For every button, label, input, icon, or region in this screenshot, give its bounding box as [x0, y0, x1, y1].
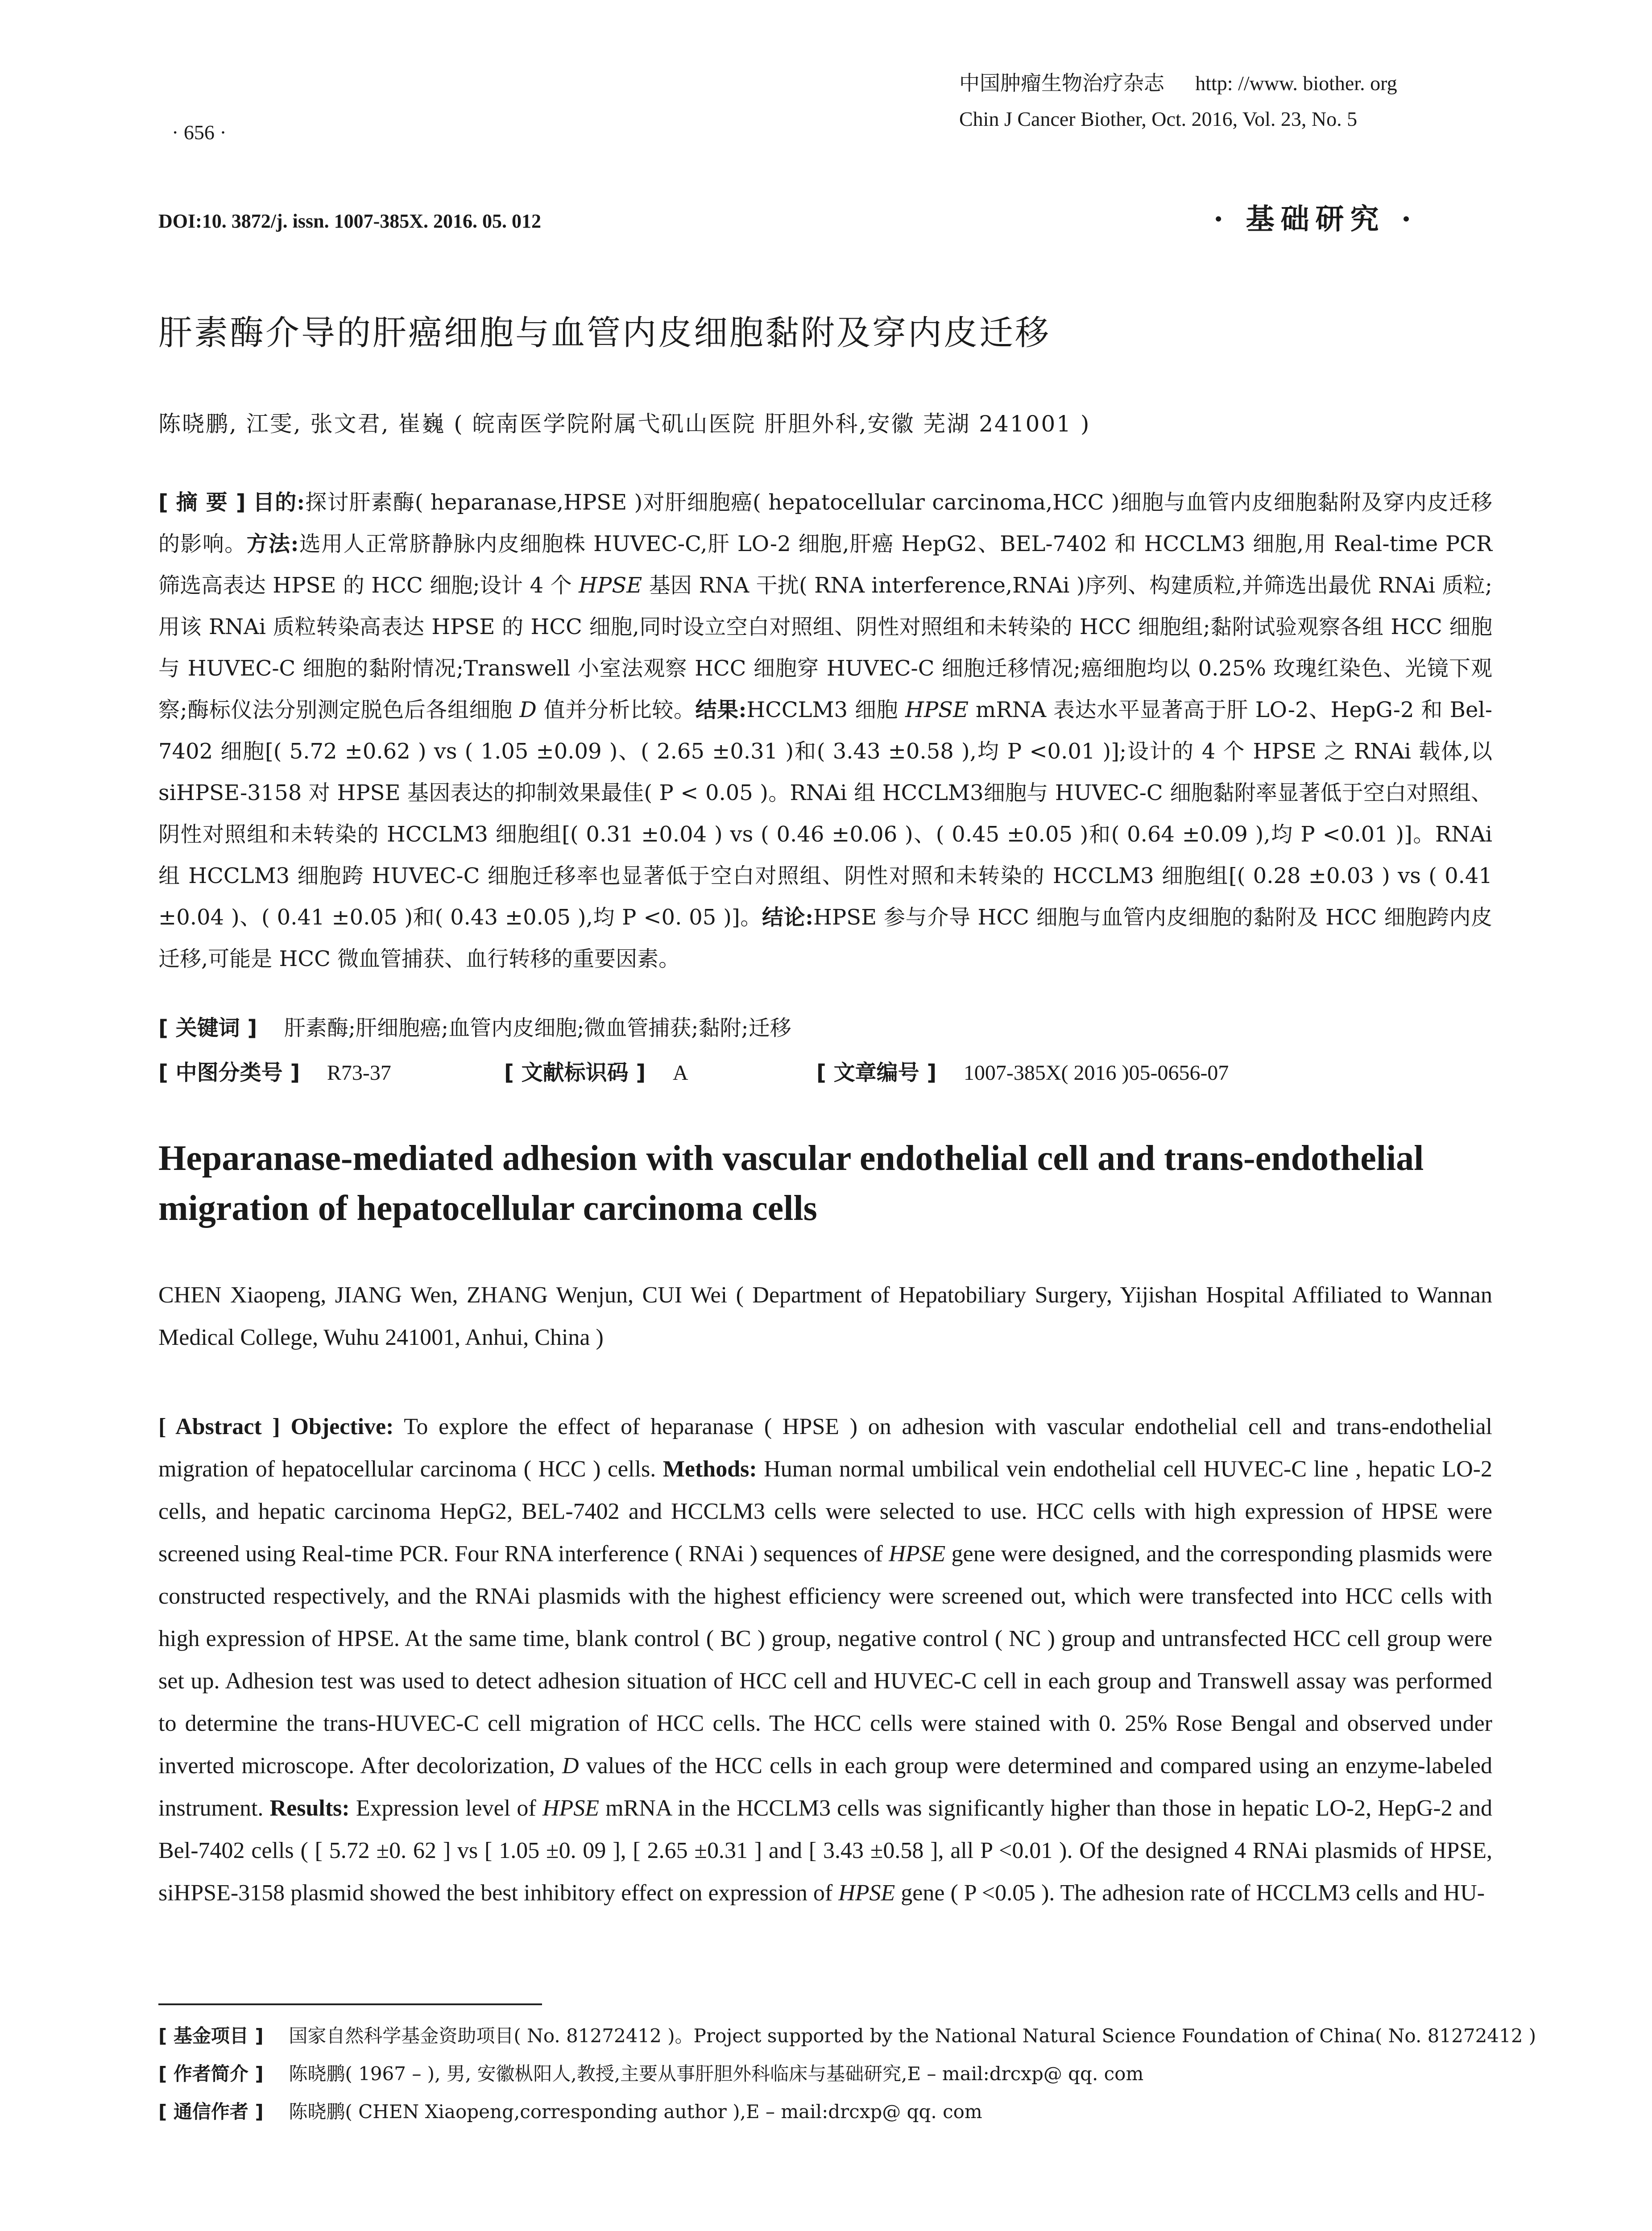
- results-cn-1: HCCLM3 细胞: [746, 697, 905, 722]
- results-en-gene: HPSE: [542, 1796, 599, 1821]
- objective-label-en: Objective:: [290, 1414, 394, 1439]
- methods-cn-d: D: [519, 697, 537, 722]
- section-label: · 基础研究 ·: [1213, 203, 1418, 236]
- objective-cn: 探讨肝素酶( heparanase,HPSE )对肝细胞癌( hepatocellular carcinoma,HCC )细胞与血管内皮细胞黏附及穿内皮迁移的影响。: [158, 490, 1492, 556]
- title-en: Heparanase-mediated adhesion with vascular endothelial cell and trans-endothelial migration of hepatocellular carcinoma cells: [158, 1139, 1424, 1228]
- keywords-label: [ 关键词 ]: [158, 1016, 257, 1041]
- clc-label: [ 中图分类号 ]: [158, 1060, 300, 1085]
- footnote-fund: [158, 2021, 1536, 2048]
- methods-en-2: gene were designed, and the corresponding plasmids were constructed respectively, and the RNAi plasmids with the highest efficiency were screened out, which were transfected into HCC cells with high expression of HPSE. At the same time, blank control ( BC ) group, negative control ( NC ) group and untransfected HCC cell group were set up. Adhesion test was used to detect adhesion situation of HCC cell and HUVEC-C cell in each group and Transwell assay was performed to determine the trans-HUVEC-C cell migration of HCC cells. The HCC cells were stained with 0. 25% Rose Bengal and observed under inverted microscope. After decolorization,: [158, 1541, 1492, 1779]
- abstract-cn-label: [ 摘 要 ]: [158, 490, 246, 515]
- keywords-value: 肝素酶;肝细胞癌;血管内皮细胞;微血管捕获;黏附;迁移: [284, 1016, 791, 1041]
- authors-en: CHEN Xiaopeng, JIANG Wen, ZHANG Wenjun, CUI Wei ( Department of Hepatobiliary Surgery, Yijishan Hospital Affiliated to Wannan Medical College, Wuhu 241001, Anhui, China ): [158, 1282, 1492, 1350]
- results-cn-gene: HPSE: [905, 697, 969, 722]
- methods-cn-3: 值并分析比较。: [536, 697, 696, 722]
- footnote-author: [158, 2059, 1497, 2086]
- abstract-en-label: [ Abstract ]: [158, 1414, 280, 1439]
- article-number: [816, 1055, 1229, 1086]
- methods-label-cn: 方法:: [246, 531, 299, 556]
- clc-value: R73-37: [327, 1061, 391, 1085]
- footnote-rule: [158, 2003, 542, 2005]
- results-label-cn: 结果:: [695, 697, 747, 722]
- author-info-label: [ 作者简介 ]: [158, 2063, 264, 2085]
- doi: DOI:10. 3872/j. issn. 1007-385X. 2016. 05. 012: [158, 210, 542, 232]
- doc-value: A: [672, 1061, 688, 1085]
- methods-en-3: values of the HCC cells in each group were determined and compared using an enzyme-labeled instrument.: [158, 1753, 1493, 1821]
- corresponding-label: [ 通信作者 ]: [158, 2101, 264, 2123]
- conclusion-label-cn: 结论:: [762, 905, 814, 930]
- corresponding-text: 陈晓鹏( CHEN Xiaopeng,corresponding author ),E – mail:drcxp@ qq. com: [289, 2101, 982, 2123]
- journal-citation: Chin J Cancer Biother, Oct. 2016, Vol. 23, No. 5: [959, 108, 1358, 130]
- title-cn: 肝素酶介导的肝癌细胞与血管内皮细胞黏附及穿内皮迁移: [158, 313, 1051, 352]
- results-label-en: Results:: [269, 1796, 350, 1821]
- page-number: · 656 ·: [172, 121, 227, 144]
- results-en-1: Expression level of: [349, 1796, 542, 1821]
- results-cn-2: mRNA 表达水平显著高于肝 LO-2、HepG-2 和 Bel-7402 细胞[( 5.72 ±0.62 ) vs ( 1.05 ±0.09 )、( 2.65 ±0.31 )和( 3.43 ±0.58 ),均 P <0.01 )];设计的 4 个 HPSE 之 RNAi 载体,以 siHPSE-3158 对 HPSE 基因表达的抑制效果最佳( P < 0.05 )。RNAi 组 HCCLM3细胞与 HUVEC-C 细胞黏附率显著低于空白对照组、阴性对照组和未转染的 HCCLM3 细胞组[( 0.31 ±0.04 ) vs ( 0.46 ±0.06 )、( 0.45 ±0.05 )和( 0.64 ±0.09 ),均 P <0.01 )]。RNAi 组 HCCLM3 细胞跨 HUVEC-C 细胞迁移率也显著低于空白对照组、阴性对照和未转染的 HCCLM3 细胞组[( 0.28 ±0.03 ) vs ( 0.41 ±0.04 )、( 0.41 ±0.05 )和( 0.43 ±0.05 ),均 P <0. 05 )]。: [158, 697, 1492, 930]
- footnote-corresponding: [158, 2097, 1497, 2124]
- methods-cn-2: 基因 RNA 干扰( RNA interference,RNAi )序列、构建质粒,并筛选出最优 RNAi 质粒;用该 RNAi 质粒转染高表达 HPSE 的 HCC 细胞,同时设立空白对照组、阴性对照组和未转染的 HCC 细胞组;黏附试验观察各组 HCC 细胞与 HUVEC-C 细胞的黏附情况;Transwell 小室法观察 HCC 细胞穿 HUVEC-C 细胞迁移情况;癌细胞均以 0.25% 玫瑰红染色、光镜下观察;酶标仪法分别测定脱色后各组细胞: [158, 573, 1492, 722]
- journal-name-cn: 中国肿瘤生物治疗杂志: [959, 71, 1164, 95]
- article-value: 1007-385X( 2016 )05-0656-07: [963, 1061, 1229, 1085]
- keywords-cn: [158, 1011, 791, 1041]
- methods-cn-gene: HPSE: [579, 573, 642, 598]
- article-label: [ 文章编号 ]: [816, 1060, 937, 1085]
- methods-cn-1: 选用人正常脐静脉内皮细胞株 HUVEC-C,肝 LO-2 细胞,肝癌 HepG2、BEL-7402 和 HCCLM3 细胞,用 Real-time PCR 筛选高表达 HPSE 的 HCC 细胞;设计 4 个: [158, 531, 1492, 598]
- results-en-gene2: HPSE: [838, 1880, 895, 1906]
- objective-en: To explore the effect of heparanase ( HPSE ) on adhesion with vascular endothelial cell and trans-endothelial migration of hepatocellular carcinoma ( HCC ) cells.: [158, 1414, 1492, 1482]
- doc-label: [ 文献标识码 ]: [504, 1060, 646, 1085]
- conclusion-cn: HPSE 参与介导 HCC 细胞与血管内皮细胞的黏附及 HCC 细胞跨内皮迁移,可能是 HCC 微血管捕获、血行转移的重要因素。: [158, 905, 1492, 971]
- results-en-3: gene ( P <0.05 ). The adhesion rate of HCCLM3 cells and HU-: [895, 1880, 1485, 1906]
- abstract-en: [158, 1406, 1492, 1914]
- methods-en-gene: HPSE: [889, 1541, 946, 1567]
- methods-en-1: Human normal umbilical vein endothelial cell HUVEC-C line , hepatic LO-2 cells, and hepatic carcinoma HepG2, BEL-7402 and HCCLM3 cells were selected to use. HCC cells with high expression of HPSE were screened using Real-time PCR. Four RNA interference ( RNAi ) sequences of: [158, 1456, 1492, 1567]
- author-info-text: 陈晓鹏( 1967 – ), 男, 安徽枞阳人,教授,主要从事肝胆外科临床与基础研究,E – mail:drcxp@ qq. com: [289, 2063, 1144, 2085]
- journal-url: http: //www. biother. org: [1195, 72, 1397, 95]
- results-en-2: mRNA in the HCCLM3 cells was significantly higher than those in hepatic LO-2, HepG-2 and Bel-7402 cells ( [ 5.72 ±0. 62 ] vs [ 1.05 ±0. 09 ], [ 2.65 ±0.31 ] and [ 3.43 ±0.58 ], all P <0.01 ). Of the designed 4 RNAi plasmids of HPSE, siHPSE-3158 plasmid showed the best inhibitory effect on expression of: [158, 1796, 1493, 1906]
- running-header-cn: [959, 67, 1397, 96]
- abstract-cn: [158, 482, 1492, 980]
- methods-en-d: D: [562, 1753, 579, 1779]
- authors-cn: 陈晓鹏, 江雯, 张文君, 崔巍 ( 皖南医学院附属弋矶山医院 肝胆外科,安徽 芜湖 241001 ): [158, 411, 1091, 437]
- fund-text: 国家自然科学基金资助项目( No. 81272412 )。Project supported by the National Natural Science Foundation of China( No. 81272412 ): [289, 2025, 1536, 2047]
- classification-row: [158, 1055, 391, 1086]
- doc-code: [504, 1055, 688, 1086]
- methods-label-en: Methods:: [662, 1456, 757, 1482]
- fund-label: [ 基金项目 ]: [158, 2025, 264, 2047]
- objective-label-cn: 目的:: [253, 490, 305, 515]
